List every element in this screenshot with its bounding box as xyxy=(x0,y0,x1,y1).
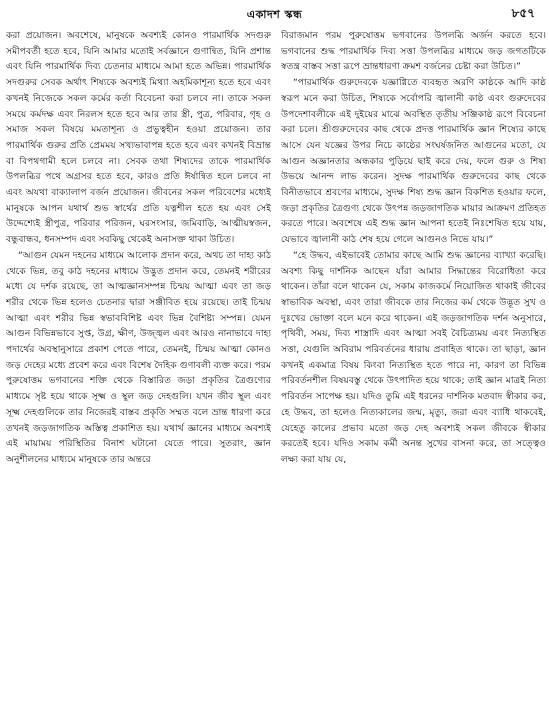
paragraph: করা প্রয়োজন। অবশেষে, মানুষকে অবশ্যই কোনও পারমার্থিক সদগুরু সমীপবর্তী হতে হবে, যিনি আমার মতোই সর্বজ্ঞানে গুণান্বিত, যিনি প্রশান্ত এবং যিনি পারমার্থিক দিব্য চেতনার মাধ্যমে আমা হতে অভিন্ন। পারমার্থিক সদগুরুর সেবক অর্থাৎ শিষ্যকে অবশ্যই মিথ্যা অহমিকাশূন্য হতে হবে এবং কখনই নিজেকে সকল কর্মের কর্তা বিবেচনা করা চলবে না। তাকে সকল সময়ে কর্মদক্ষ এবং নিরলস হতে হবে আর তার স্ত্রী, পুত্র, পরিবার, গৃহ ও সমাজ সকল বিষয়ে মমতাশূন্য ও প্রভুত্বহীন হওয়া প্রয়োজন। তার পারমার্থিক গুরুর প্রতি প্রেমময় সখ্যভাবাপন্ন হতে হবে এবং কখনই বিভ্রান্ত বা বিপথগামী হলে চলবে না। সেবক তথা শিষ্যদের তাকে পারমার্থিক উপলব্ধির পথে অগ্রসর হতে হবে, কারও প্রতি ঈর্ষান্বিত হলে চলবে না এবং অযথা বাক্যালাপ বর্জন প্রয়োজন। জীবনের সকল পরিবেশের মধ্যেই মানুষকে আপন যথার্থ শুভ স্বার্থের প্রতি যত্নশীল হতে হয় এবং সেই উদ্দেশ্যেই স্ত্রীপুত্র, পরিবার পরিজন, ঘরসংসার, জমিবাড়ি, আত্মীয়স্বজন, বন্ধুবান্ধব, ধনসম্পদ এবং সবকিছু থেকেই অনাসক্ত থাকা উচিত। xyxy=(6,30,271,246)
right-column xyxy=(281,28,546,714)
running-head: একাদশ স্কন্ধ xyxy=(246,8,303,21)
paragraph: “আগুন যেমন দহনের মাধ্যমে আলোক প্রদান করে, অথচ তা দাহ্য কাঠ থেকে ভিন্ন, তবু কাঠ দহনের মাধ্যমে উদ্ভুত প্রদান করে, তেমনই শরীরের মধ্যে যে দর্শক রয়েছে, তা আত্মজ্ঞানসম্পন্ন চিন্ময় আত্মা এবং তা জড় শরীর থেকে ভিন্ন হলেও চেতনার দ্বারা সঞ্জীবিত হয়ে রয়েছে। তাই চিন্ময় আত্মা এবং শরীর ভিন্ন স্বভাববিশিষ্ট এবং ভিন্ন বৈশিষ্ট্য সম্পন্ন। যেমন আগুন বিভিন্নভাবে সুপ্ত, উগ্র, ক্ষীণ, উজ্জ্বল এবং আরও নানাভাবে দাহ্য পদার্থের অবস্থানুসারে প্রকাশ পেতে পারে, তেমনই, চিন্ময় আত্মা কোনও জড় দেহের মধ্যে প্রবেশ করে এবং বিশেষ দৈহিক গুণাবলী ব্যক্ত করে। পরম পুরুষোত্তম ভগবানের শক্তি থেকে বিস্তারিত জড়া প্রকৃতির ত্রৈগুণ্যের মাধ্যমে সৃষ্ট হয়ে থাকে সূক্ষ্ম ও স্থূল জড় দেহগুলি। যখন জীব স্থূল এবং সূক্ষ্ম দেহগুলিকে তার নিজেরই বাস্তব প্রকৃতি সম্মত বলে ভ্রান্ত ধারণা করে তখনই জড়জাগতিক অস্তিত্ব প্রকাশিত হয়। যথার্থ জ্ঞানের মাধ্যমে অবশ্যই এই মায়াময় পরিস্থিতির বিনাশ ঘটানো যেতে পারে। সুতরাং, জ্ঞান অনুশীলনের মাধ্যমে মানুষকে তার অন্তরে xyxy=(6,249,271,465)
page-number: ৮৫৭ xyxy=(511,6,535,20)
left-column xyxy=(6,28,271,714)
paragraph: “হে উদ্ধব, এইভাবেই তোমার কাছে আমি শুদ্ধ জ্ঞানের ব্যাখ্যা করেছি। অবশ্য কিছু দার্শনিক আছেন যাঁরা আমার সিদ্ধান্তের বিরোধিতা করে থাকেন। তাঁরা বলে থাকেন যে, সকাম কাজকর্মে নিয়োজিত থাকাই জীবের স্বাভাবিক অবস্থা, এবং তারা জীবকে তার নিজের কর্ম থেকে উদ্ভূত সুখ ও দুঃখের ভোক্তা বলে মনে করে থাকেন। এই জড়জাগতিক দর্শন অনুসারে, পৃথিবী, সময়, দিব্য শাস্ত্রাদি এবং আত্মা সবই বৈচিত্র্যময় এবং নিত্যস্থিত সত্তা, যেগুলি অবিরাম পরিবর্তনের ধারায় প্রবাহিত থাকে। তা ছাড়া, জ্ঞান কখনই একমাত্র বিষয় কিংবা নিত্যস্থিত হতে পারে না, কারণ তা বিভিন্ন পরিবর্তনশীল বিষয়বস্তু থেকে উৎপাদিত হয়ে থাকে; তাই জ্ঞান মাত্রই নিত্য পরিবর্তন সাপেক্ষ হয়। যদিও তুমি এই ধরনের দার্শনিক মতবাদ স্বীকার কর, হে উদ্ধব, তা হলেও নিত্যকালের জন্ম, মৃত্যু, জরা এবং ব্যাধি থাকবেই, যেহেতু কালের প্রভাব মতো জড় দেহ অবশ্যই সকল জীবকে স্বীকার করতেই হবে। যদিও সকাম কর্মী অনন্ত সুখের বাসনা করে, তা সত্ত্বেও লক্ষ্য করা যায় যে, xyxy=(281,249,546,465)
paragraph: বিরাজমান পরম পুরুষোত্তম ভগবানের উপলব্ধি অর্জন করতে হবে। ভগবানের শুদ্ধ পারমার্থিক দিব্য সত্তা উপলব্ধির মাধ্যমে জড় জগতটিকে স্বতন্ত্র বাস্তব সত্তা রূপে ভ্রান্তধারণা ক্রমশ বর্জনের চেষ্টা করা উচিত।” xyxy=(281,30,546,73)
paragraph: “পারমার্থিক গুরুদেবকে যজ্ঞাগ্নিতে ব্যবহৃত অরণি কাষ্ঠকে আদি কাষ্ঠ স্বরূপ মনে করা উচিত, শিষ্যকে সর্বোপরি জ্বালানী কাষ্ঠ এবং গুরুদেবের উপদেশাবলীকে এই দুইয়ের মাঝে অবস্থিত তৃতীয় সঞ্জিকাষ্ঠ রূপে বিবেচনা করা চলে। শ্রীগুরুদেবের কাছ থেকে প্রদত্ত পারমার্থিক জ্ঞান শিষ্যের কাছে আসে যেন যজ্ঞের উপর নিচে কাষ্ঠের সংঘর্ষজনিত আগুনের মতো, যে আগুন অজ্ঞানতার অন্ধকার পুড়িয়ে ছাই করে দেয়, ফলে গুরু ও শিষ্য উভয়ে আনন্দ লাভ করেন। সুদক্ষ পারমার্থিক গুরুদেবের কাছ থেকে বিনীতভাবে শ্রবণের মাধ্যমে, সুদক্ষ শিষ্য শুদ্ধ জ্ঞান বিকশিত হওয়ার ফলে, জড়া প্রকৃতির ত্রৈগুণ্য থেকে উৎপন্ন জড়জাগতিক মায়ার আক্রমণ প্রতিহত করতে পারে। অবশেষে এই শুদ্ধ জ্ঞান আপনা হতেই নিঃশেষিত হয়ে যায়, যেভাবে জ্বালানী কাঠ শেষ হয়ে গেলে আগুনও নিভে যায়।” xyxy=(281,77,546,246)
page-header xyxy=(0,4,549,22)
